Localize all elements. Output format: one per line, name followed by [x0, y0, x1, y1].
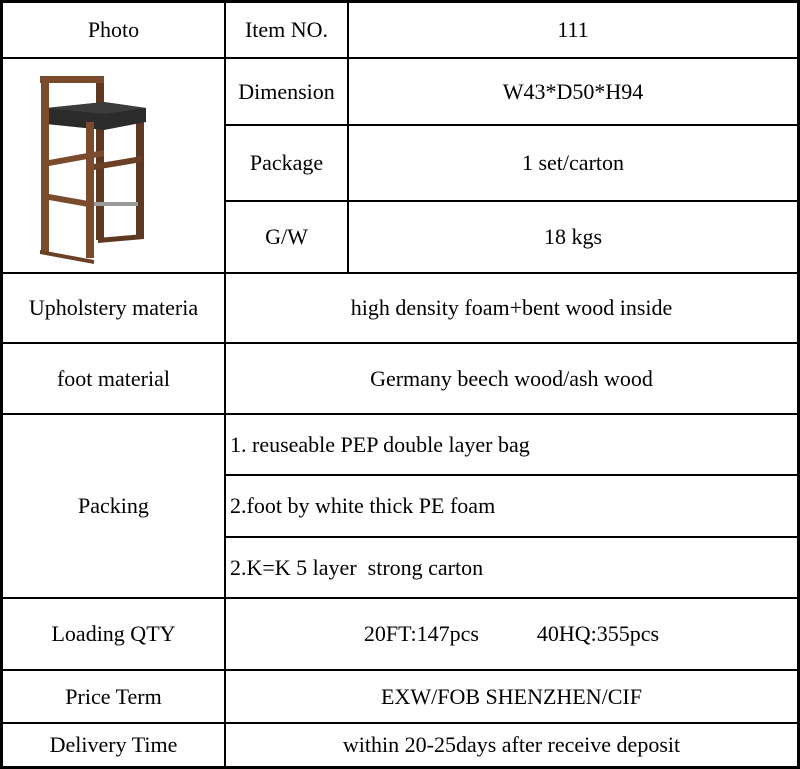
loading-40hq: 40HQ:355pcs [536, 621, 660, 646]
bar-stool-image [12, 64, 212, 264]
dimension-label: Dimension [238, 78, 335, 104]
loading-qty-value [226, 599, 797, 669]
upholstery-label: Upholstery materia [28, 295, 199, 320]
package-value: 1 set/carton [521, 150, 625, 175]
loading-qty-label: Loading QTY [51, 621, 176, 646]
upholstery-value: high density foam+bent wood inside [350, 295, 673, 320]
package-label: Package [249, 150, 324, 175]
item-no-value: 111 [557, 17, 589, 42]
packing-item: 2.K=K 5 layer strong carton [230, 554, 484, 580]
packing-label: Packing [78, 493, 149, 518]
price-term-label: Price Term [65, 683, 162, 709]
dimension-value: W43*D50*H94 [502, 78, 644, 104]
packing-item: 2.foot by white thick PE foam [230, 493, 496, 518]
photo-label: Photo [87, 17, 140, 42]
foot-material-value: Germany beech wood/ash wood [370, 365, 653, 391]
price-term-value: EXW/FOB SHENZHEN/CIF [381, 683, 642, 709]
gw-label: G/W [265, 224, 308, 249]
item-no-label: Item NO. [244, 17, 329, 42]
loading-20ft: 20FT:147pcs [363, 621, 479, 646]
delivery-time-value: within 20-25days after receive deposit [342, 732, 681, 757]
product-photo [12, 64, 212, 264]
delivery-time-label: Delivery Time [49, 732, 178, 757]
foot-material-label: foot material [56, 365, 170, 391]
gw-value: 18 kgs [543, 224, 603, 249]
packing-item: 1. reuseable PEP double layer bag [230, 431, 530, 457]
